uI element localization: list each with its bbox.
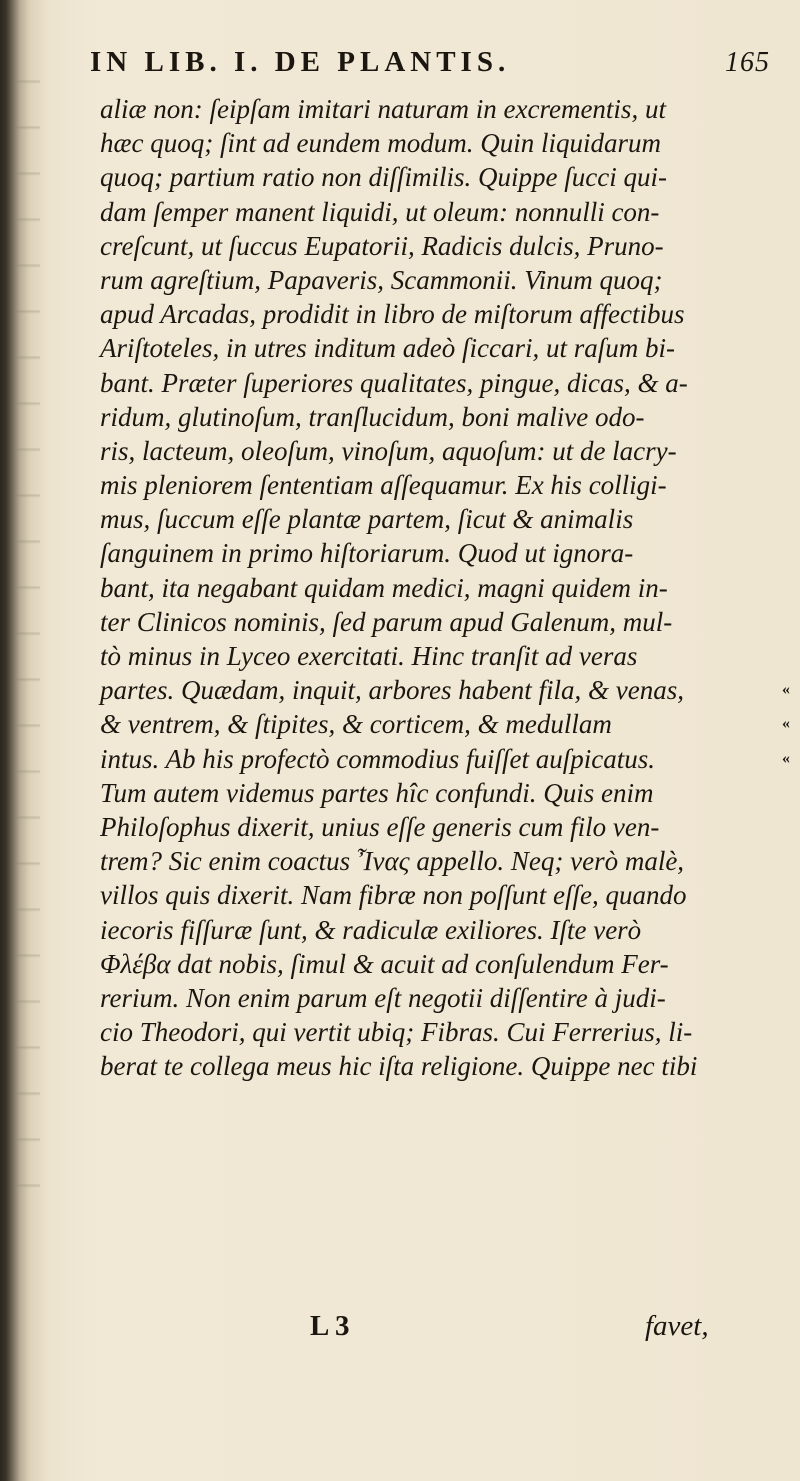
text-line xyxy=(100,263,780,297)
text-line xyxy=(100,195,780,229)
marginal-quote-mark: « xyxy=(782,715,790,733)
line-text: bant. Præter ſuperiores qualitates, pingue, dicas, & a- xyxy=(100,367,688,398)
line-text: & ventrem, & ſtipites, & corticem, & medullam xyxy=(100,709,612,740)
page-header xyxy=(90,46,770,86)
line-text: intus. Ab his profectò commodius fuiſſet auſpicatus. xyxy=(100,743,655,774)
line-text: apud Arcadas, prodidit in libro de miſtorum affectibus xyxy=(100,299,685,330)
text-line xyxy=(100,400,780,434)
text-line xyxy=(100,1015,780,1049)
text-line xyxy=(100,92,780,126)
line-text: mus, ſuccum eſſe plantæ partem, ſicut & animalis xyxy=(100,504,634,535)
line-text: dam ſemper manent liquidi, ut oleum: nonnulli con- xyxy=(100,196,660,227)
text-line xyxy=(100,947,780,981)
line-text: Philoſophus dixerit, unius eſſe generis cum filo ven- xyxy=(100,811,660,842)
line-text: ridum, glutinoſum, tranſlucidum, boni malive odo- xyxy=(100,401,645,432)
line-text: Tum autem videmus partes hîc confundi. Quis enim xyxy=(100,777,654,808)
text-line xyxy=(100,297,780,331)
line-text: bant, ita negabant quidam medici, magni quidem in- xyxy=(100,572,668,603)
text-line xyxy=(100,366,780,400)
text-line xyxy=(100,160,780,194)
line-text: villos quis dixerit. Nam fibræ non poſſunt eſſe, quando xyxy=(100,880,687,911)
text-line xyxy=(100,981,780,1015)
line-text: berat te collega meus hic iſta religione. Quippe nec tibi xyxy=(100,1051,698,1082)
line-text: aliæ non: ſeipſam imitari naturam in excrementis, ut xyxy=(100,94,666,124)
text-line xyxy=(100,536,780,570)
text-line xyxy=(100,229,780,263)
line-text: trem? Sic enim coactus Ἶνας appello. Neq; verò malè, xyxy=(100,846,685,877)
line-text: tò minus in Lyceo exercitati. Hinc tranſit ad veras xyxy=(100,641,638,671)
text-line xyxy=(100,844,780,878)
line-text: creſcunt, ut ſuccus Eupatorii, Radicis dulcis, Pruno- xyxy=(100,230,664,261)
binding-gutter xyxy=(14,60,40,1210)
page-number: 165 xyxy=(725,47,770,78)
line-text: rerium. Non enim parum eſt negotii diſſentire à judi- xyxy=(100,982,666,1013)
line-text: iecoris fiſſuræ ſunt, & radiculæ exiliores. Iſte verò xyxy=(100,914,642,945)
line-text: partes. Quædam, inquit, arbores habent fila, & venas, xyxy=(100,675,684,706)
marginal-quote-mark: « xyxy=(782,681,790,699)
running-head: IN LIB. I. DE PLANTIS. xyxy=(90,46,511,78)
text-line xyxy=(100,810,780,844)
text-line xyxy=(100,913,780,947)
footer xyxy=(100,1310,780,1350)
text-line xyxy=(100,468,780,502)
text-line xyxy=(100,331,780,365)
body-text xyxy=(100,92,790,1083)
line-text: Ariſtoteles, in utres inditum adeò ſiccari, ut raſum bi- xyxy=(100,333,675,364)
line-text: ter Clinicos nominis, ſed parum apud Galenum, mul- xyxy=(100,606,673,637)
text-line xyxy=(100,571,780,605)
text-line xyxy=(100,1049,780,1083)
line-text: ſanguinem in primo hiſtoriarum. Quod ut ignora- xyxy=(100,538,634,569)
line-text: hæc quoq; ſint ad eundem modum. Quin liquidarum xyxy=(100,128,661,159)
text-line xyxy=(100,502,780,536)
line-text: mis pleniorem ſententiam aſſequamur. Ex his colligi- xyxy=(100,470,667,501)
text-line xyxy=(100,878,780,912)
catchword: favet, xyxy=(645,1310,709,1342)
text-line xyxy=(100,776,780,810)
text-line xyxy=(100,673,790,707)
text-line xyxy=(100,434,780,468)
signature-mark: L 3 xyxy=(310,1310,350,1342)
line-text: Φλέβα dat nobis, ſimul & acuit ad conſulendum Fer- xyxy=(100,948,669,979)
text-line xyxy=(100,742,790,776)
marginal-quote-mark: « xyxy=(782,749,790,767)
line-text: ris, lacteum, oleoſum, vinoſum, aquoſum: ut de lacry- xyxy=(100,435,677,466)
text-line xyxy=(100,639,780,673)
text-line xyxy=(100,605,780,639)
text-line xyxy=(100,707,790,741)
line-text: quoq; partium ratio non diſſimilis. Quippe ſucci qui- xyxy=(100,162,667,193)
line-text: cio Theodori, qui vertit ubiq; Fibras. Cui Ferrerius, li- xyxy=(100,1017,693,1048)
line-text: rum agreſtium, Papaveris, Scammonii. Vinum quoq; xyxy=(100,264,663,295)
text-line xyxy=(100,126,780,160)
